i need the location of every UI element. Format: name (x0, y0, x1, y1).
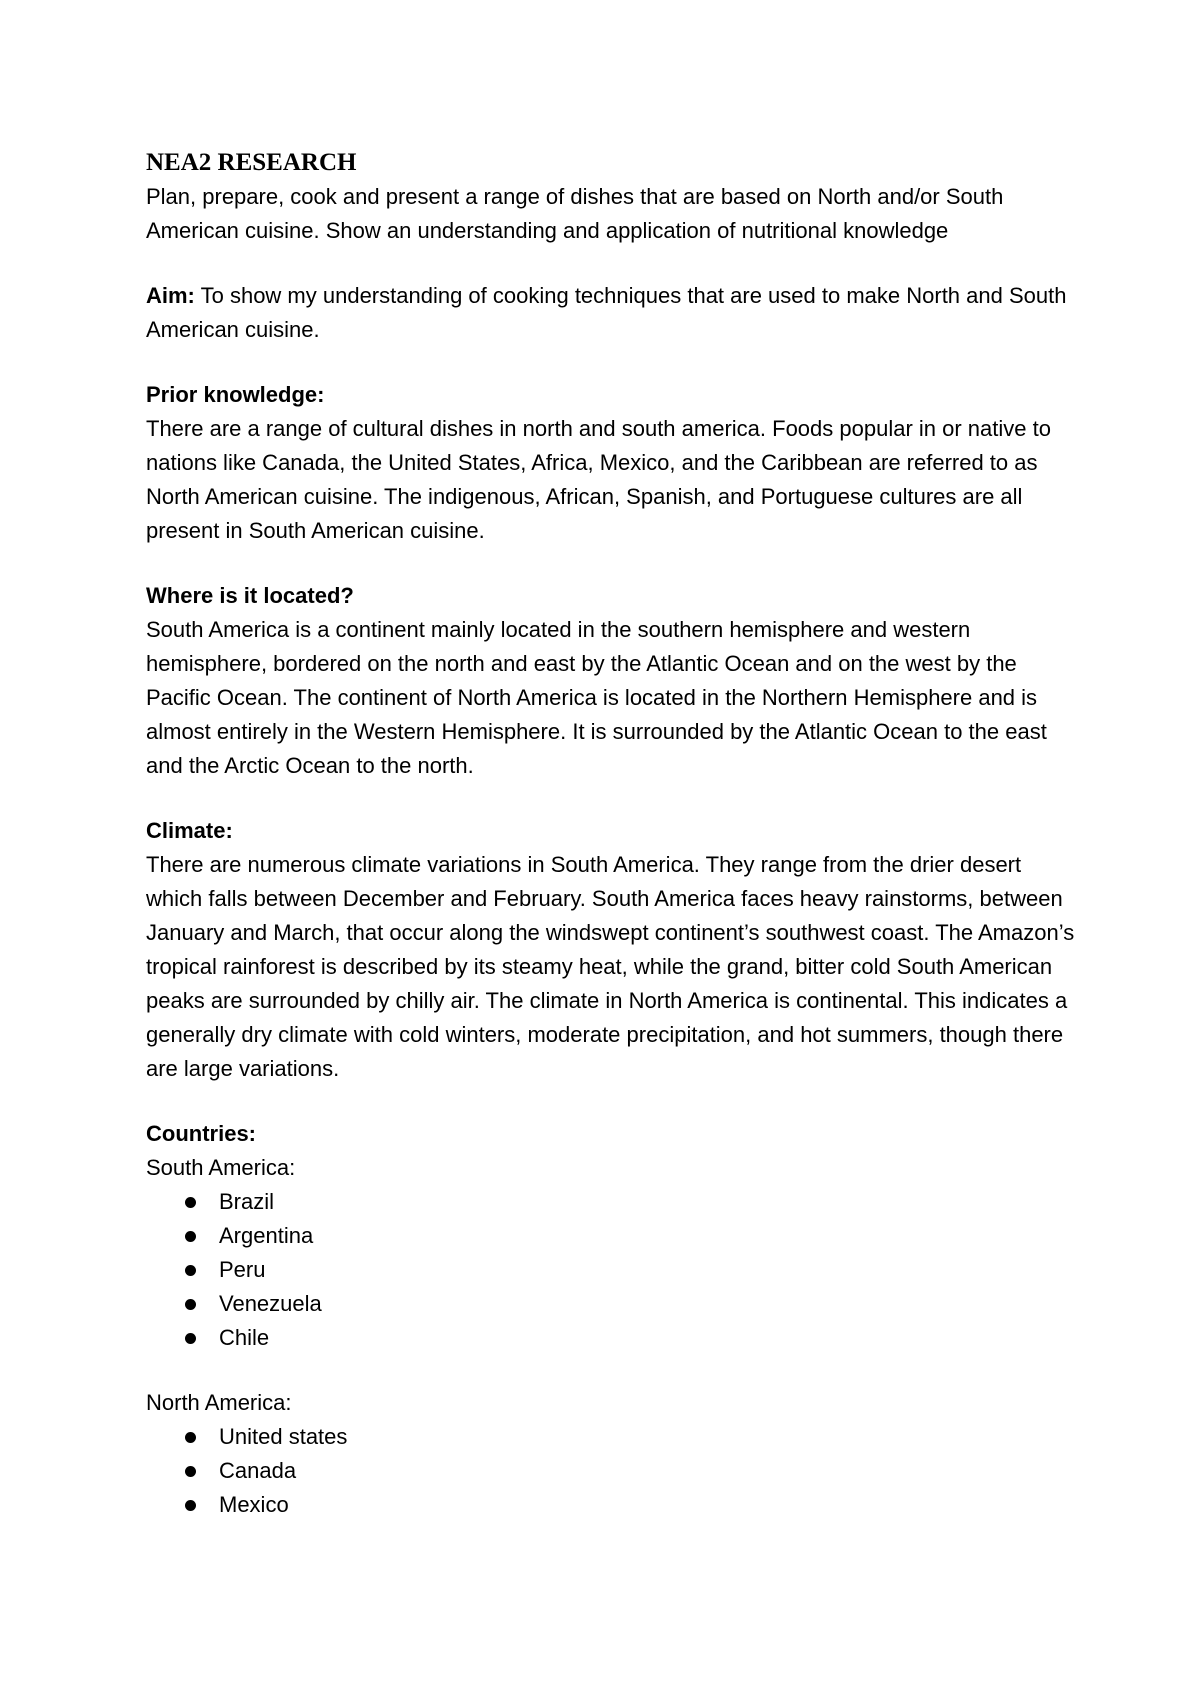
list-item-label: Peru (219, 1257, 266, 1282)
document-page (146, 146, 1076, 1522)
south-america-list (146, 1185, 1076, 1355)
spacer (146, 1355, 1076, 1386)
list-item (146, 1420, 1076, 1454)
prior-knowledge-paragraph: There are a range of cultural dishes in north and south america. Foods popular in or native to nations like Canada, the United States, Africa, Mexico, and the Caribbean are referred to as North American cuisine. The indigenous, African, Spanish, and Portuguese cultures are all present in South American cuisine. (146, 416, 1051, 543)
bullet-icon (185, 1333, 196, 1344)
list-item-label: Argentina (219, 1223, 314, 1248)
aim-label: Aim: (146, 283, 195, 308)
list-item-label: Chile (219, 1325, 270, 1350)
south-america-label: South America: (146, 1155, 296, 1180)
spacer (146, 347, 1076, 378)
list-item-label: Brazil (219, 1189, 275, 1214)
countries-heading: Countries: (146, 1121, 256, 1146)
climate-paragraph: There are numerous climate variations in South America. They range from the drier desert which falls between December and February. South America faces heavy rainstorms, between January and March, that occur along the windswept continent’s southwest coast. The Amazon’s tropical rainforest is described by its steamy heat, while the grand, bitter cold South American peaks are surrounded by chilly air. The climate in North America is continental. This indicates a generally dry climate with cold winters, moderate precipitation, and hot summers, though there are large variations. (146, 852, 1075, 1081)
aim-paragraph (146, 279, 1076, 347)
bullet-icon (185, 1265, 196, 1276)
bullet-icon (185, 1500, 196, 1511)
north-america-list (146, 1420, 1076, 1522)
spacer (146, 783, 1076, 814)
list-item (146, 1219, 1076, 1253)
aim-text: To show my understanding of cooking techniques that are used to make North and South American cuisine. (146, 283, 1067, 342)
list-item (146, 1321, 1076, 1355)
list-item (146, 1185, 1076, 1219)
list-item (146, 1454, 1076, 1488)
spacer (146, 248, 1076, 279)
bullet-icon (185, 1466, 196, 1477)
bullet-icon (185, 1432, 196, 1443)
list-item-label: United states (219, 1424, 348, 1449)
bullet-icon (185, 1231, 196, 1242)
list-item (146, 1253, 1076, 1287)
north-america-label: North America: (146, 1390, 292, 1415)
spacer (146, 548, 1076, 579)
prior-knowledge-heading: Prior knowledge: (146, 382, 325, 407)
bullet-icon (185, 1299, 196, 1310)
list-item (146, 1287, 1076, 1321)
location-heading: Where is it located? (146, 583, 354, 608)
document-title: NEA2 RESEARCH (146, 149, 357, 176)
list-item (146, 1488, 1076, 1522)
intro-paragraph: Plan, prepare, cook and present a range of dishes that are based on North and/or South American cuisine. Show an understanding and application of nutritional knowledge (146, 184, 1004, 243)
list-item-label: Canada (219, 1458, 297, 1483)
spacer (146, 1086, 1076, 1117)
bullet-icon (185, 1197, 196, 1208)
list-item-label: Venezuela (219, 1291, 322, 1316)
location-paragraph: South America is a continent mainly located in the southern hemisphere and western hemisphere, bordered on the north and east by the Atlantic Ocean and on the west by the Pacific Ocean. The continent of North America is located in the Northern Hemisphere and is almost entirely in the Western Hemisphere. It is surrounded by the Atlantic Ocean to the east and the Arctic Ocean to the north. (146, 617, 1047, 778)
climate-heading: Climate: (146, 818, 233, 843)
list-item-label: Mexico (219, 1492, 289, 1517)
